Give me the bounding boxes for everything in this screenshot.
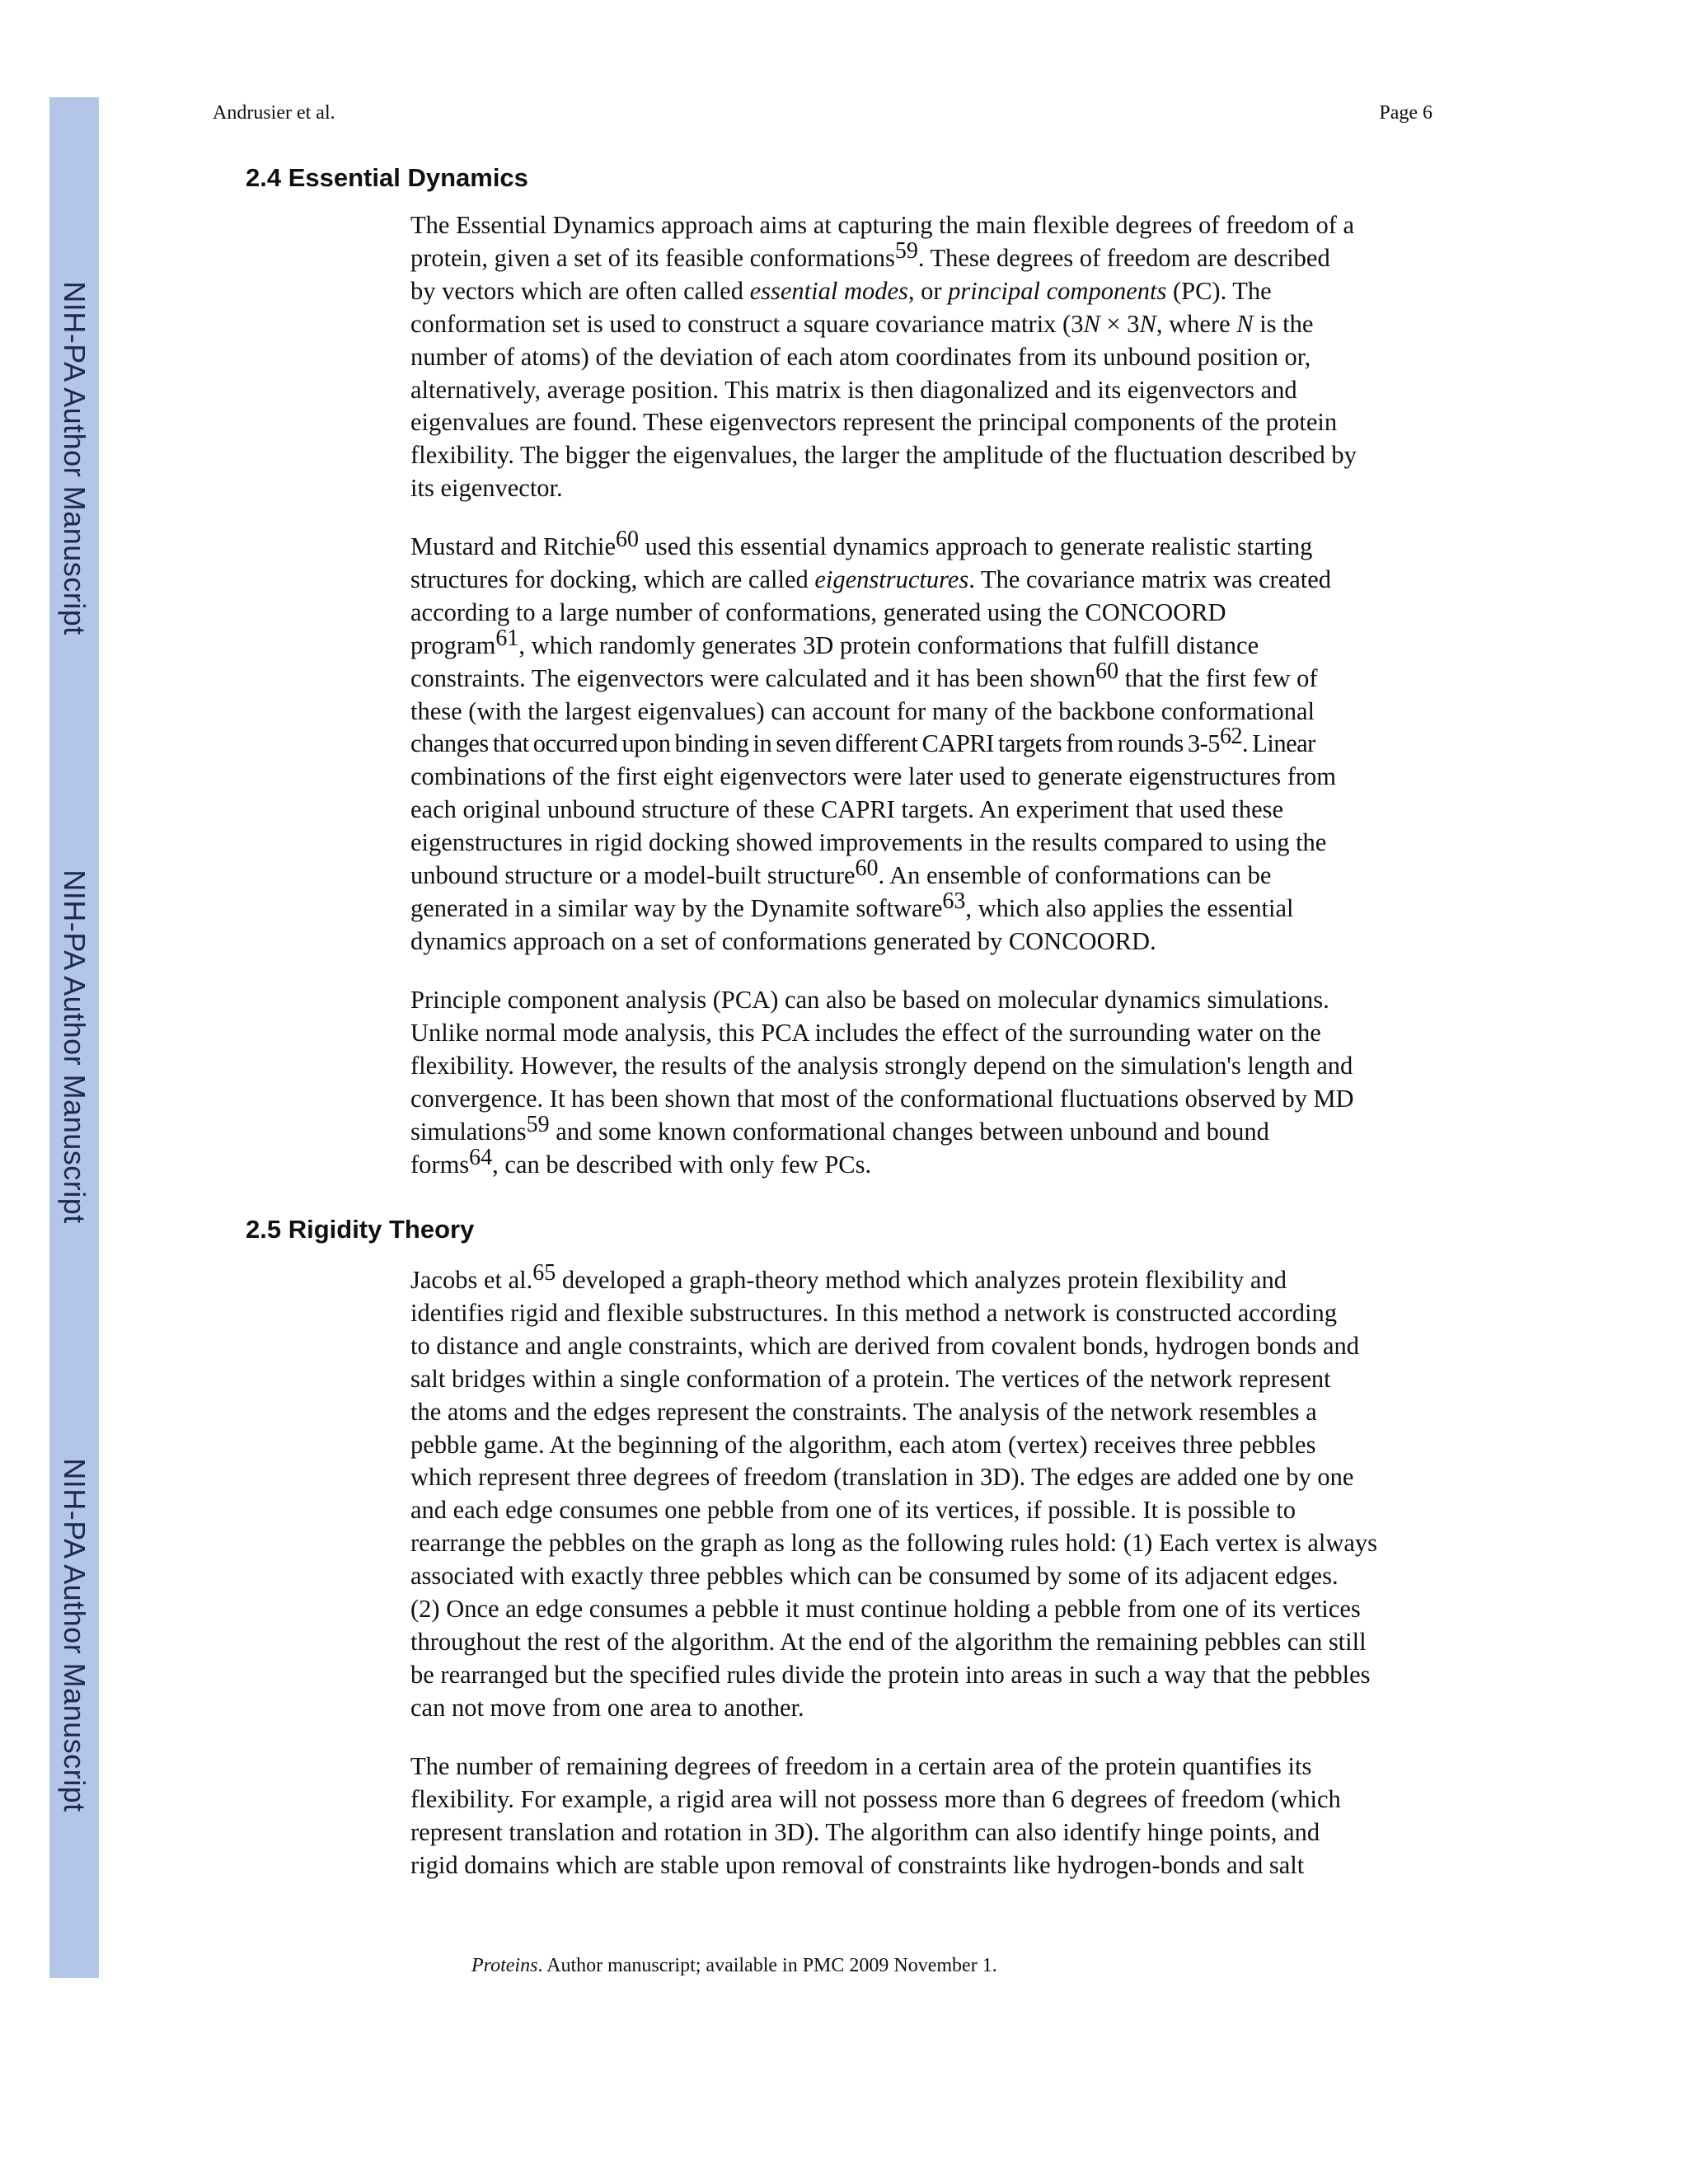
text-line: rearrange the pebbles on the graph as long as the following rules hold: (1) Each vertex is always bbox=[410, 1529, 1378, 1558]
citation: 64 bbox=[469, 1144, 493, 1170]
text-line: number of atoms) of the deviation of each atom coordinates from its unbound position or, bbox=[410, 342, 1311, 371]
text-line: alternatively, average position. This matrix is then diagonalized and its eigenvectors and bbox=[410, 375, 1297, 404]
text-line: salt bridges within a single conformation of a protein. The vertices of the network represent bbox=[410, 1364, 1331, 1393]
citation: 63 bbox=[942, 888, 966, 914]
text-line: (2) Once an edge consumes a pebble it must continue holding a pebble from one of its vertices bbox=[410, 1595, 1361, 1624]
text-line: Jacobs et al.$^{65}$ developed a graph-theory method which analyzes protein flexibility and bbox=[410, 1260, 1287, 1294]
sidebar-label: NIH-PA Author Manuscript bbox=[58, 1458, 91, 1812]
section-heading-rigidity-theory: 2.5 Rigidity Theory bbox=[246, 1215, 475, 1244]
text-line: and each edge consumes one pebble from one of its vertices, if possible. It is possible to bbox=[410, 1496, 1296, 1525]
citation: 60 bbox=[855, 855, 879, 882]
citation: 65 bbox=[532, 1260, 556, 1286]
text-line: flexibility. For example, a rigid area will not possess more than 6 degrees of freedom (which bbox=[410, 1784, 1341, 1813]
text-line: identifies rigid and flexible substructures. In this method a network is constructed according bbox=[410, 1298, 1337, 1327]
section-heading-essential-dynamics: 2.4 Essential Dynamics bbox=[246, 163, 528, 192]
text-line: changes that occurred upon binding in seven different CAPRI targets from rounds $3-5^{62}$. Linear bbox=[410, 724, 1315, 758]
paragraph bbox=[410, 209, 1432, 505]
citation: 59 bbox=[526, 1111, 550, 1137]
text-line: protein, given a set of its feasible conformations$^{59}$. These degrees of freedom are described bbox=[410, 237, 1330, 272]
nih-author-manuscript-sidebar bbox=[49, 97, 99, 1978]
text-line: by vectors which are often called essential modes, or principal components (PC). The bbox=[410, 276, 1272, 305]
text-line: rigid domains which are stable upon removal of constraints like hydrogen-bonds and salt bbox=[410, 1850, 1305, 1879]
text-line: according to a large number of conformations, generated using the CONCOORD bbox=[410, 598, 1226, 626]
text-line: structures for docking, which are called eigenstructures. The covariance matrix was created bbox=[410, 565, 1332, 593]
text-line: associated with exactly three pebbles which can be consumed by some of its adjacent edges. bbox=[410, 1562, 1339, 1591]
sidebar-label: NIH-PA Author Manuscript bbox=[58, 869, 91, 1224]
text-line: The number of remaining degrees of freedom in a certain area of the protein quantifies its bbox=[410, 1752, 1312, 1780]
text-line: be rearranged but the specified rules divide the protein into areas in such a way that the pebbles bbox=[410, 1660, 1371, 1689]
text-line: eigenvalues are found. These eigenvectors represent the principal components of the protein bbox=[410, 408, 1338, 437]
paragraph bbox=[410, 1750, 1432, 1882]
text-line: throughout the rest of the algorithm. At the end of the algorithm the remaining pebbles can still bbox=[410, 1627, 1367, 1656]
paragraph bbox=[410, 527, 1432, 958]
sidebar-label: NIH-PA Author Manuscript bbox=[58, 281, 91, 635]
citation: 62 bbox=[1220, 724, 1242, 750]
text-line: flexibility. However, the results of the analysis strongly depend on the simulation's length and bbox=[410, 1051, 1353, 1080]
text-line: to distance and angle constraints, which are derived from covalent bonds, hydrogen bonds and bbox=[410, 1331, 1360, 1360]
text-line: simulations$^{59}$ and some known conformational changes between unbound and bound bbox=[410, 1111, 1269, 1146]
text-line: Unlike normal mode analysis, this PCA includes the effect of the surrounding water on the bbox=[410, 1018, 1321, 1047]
text-line: Mustard and Ritchie$^{60}$ used this essential dynamics approach to generate realistic starting bbox=[410, 527, 1313, 560]
text-line: the atoms and the edges represent the constraints. The analysis of the network resembles a bbox=[410, 1397, 1317, 1426]
paragraph bbox=[410, 1260, 1432, 1725]
citation: 59 bbox=[894, 237, 918, 264]
page-number: Page 6 bbox=[1379, 102, 1432, 124]
text-line: flexibility. The bigger the eigenvalues, the larger the amplitude of the fluctuation described by bbox=[410, 441, 1357, 470]
text-line: its eigenvector. bbox=[410, 474, 563, 503]
citation: 61 bbox=[495, 625, 519, 651]
footer-citation: Proteins. Author manuscript; available in PMC 2009 November 1. bbox=[471, 1955, 997, 1976]
text-line: dynamics approach on a set of conformations generated by CONCOORD. bbox=[410, 926, 1156, 955]
running-head-authors: Andrusier et al. bbox=[213, 102, 335, 124]
citation: 60 bbox=[1095, 658, 1119, 684]
text-line: Principle component analysis (PCA) can also be based on molecular dynamics simulations. bbox=[410, 986, 1329, 1014]
text-line: each original unbound structure of these CAPRI targets. An experiment that used these bbox=[410, 795, 1284, 824]
text-line: combinations of the first eight eigenvectors were later used to generate eigenstructures from bbox=[410, 762, 1337, 791]
journal-name: Proteins bbox=[471, 1955, 538, 1976]
citation: 60 bbox=[616, 527, 640, 552]
text-line: can not move from one area to another. bbox=[410, 1693, 804, 1722]
text-line: eigenstructures in rigid docking showed improvements in the results compared to using the bbox=[410, 828, 1327, 857]
paragraph bbox=[410, 984, 1432, 1181]
text-line: constraints. The eigenvectors were calculated and it has been shown$^{60}$ that the first few of bbox=[410, 658, 1318, 692]
text-line: these (with the largest eigenvalues) can account for many of the backbone conformational bbox=[410, 696, 1315, 725]
text-line: represent translation and rotation in 3D). The algorithm can also identify hinge points, and bbox=[410, 1817, 1320, 1846]
text-line: forms$^{64}$, can be described with only few PCs. bbox=[410, 1144, 872, 1179]
text-line: convergence. It has been shown that most of the conformational fluctuations observed by MD bbox=[410, 1084, 1354, 1113]
text-line: conformation set is used to construct a square covariance matrix (3N × 3N, where N is the bbox=[410, 309, 1314, 338]
text-line: program$^{61}$, which randomly generates 3D protein conformations that fulfill distance bbox=[410, 625, 1259, 659]
text-line: which represent three degrees of freedom (translation in 3D). The edges are added one by one bbox=[410, 1463, 1354, 1492]
text-line: generated in a similar way by the Dynamite software$^{63}$, which also applies the essential bbox=[410, 888, 1294, 922]
text-line: The Essential Dynamics approach aims at capturing the main flexible degrees of freedom of a bbox=[410, 211, 1355, 239]
text-line: unbound structure or a model-built structure$^{60}$. An ensemble of conformations can be bbox=[410, 855, 1272, 890]
text-line: pebble game. At the beginning of the algorithm, each atom (vertex) receives three pebbles bbox=[410, 1430, 1316, 1459]
